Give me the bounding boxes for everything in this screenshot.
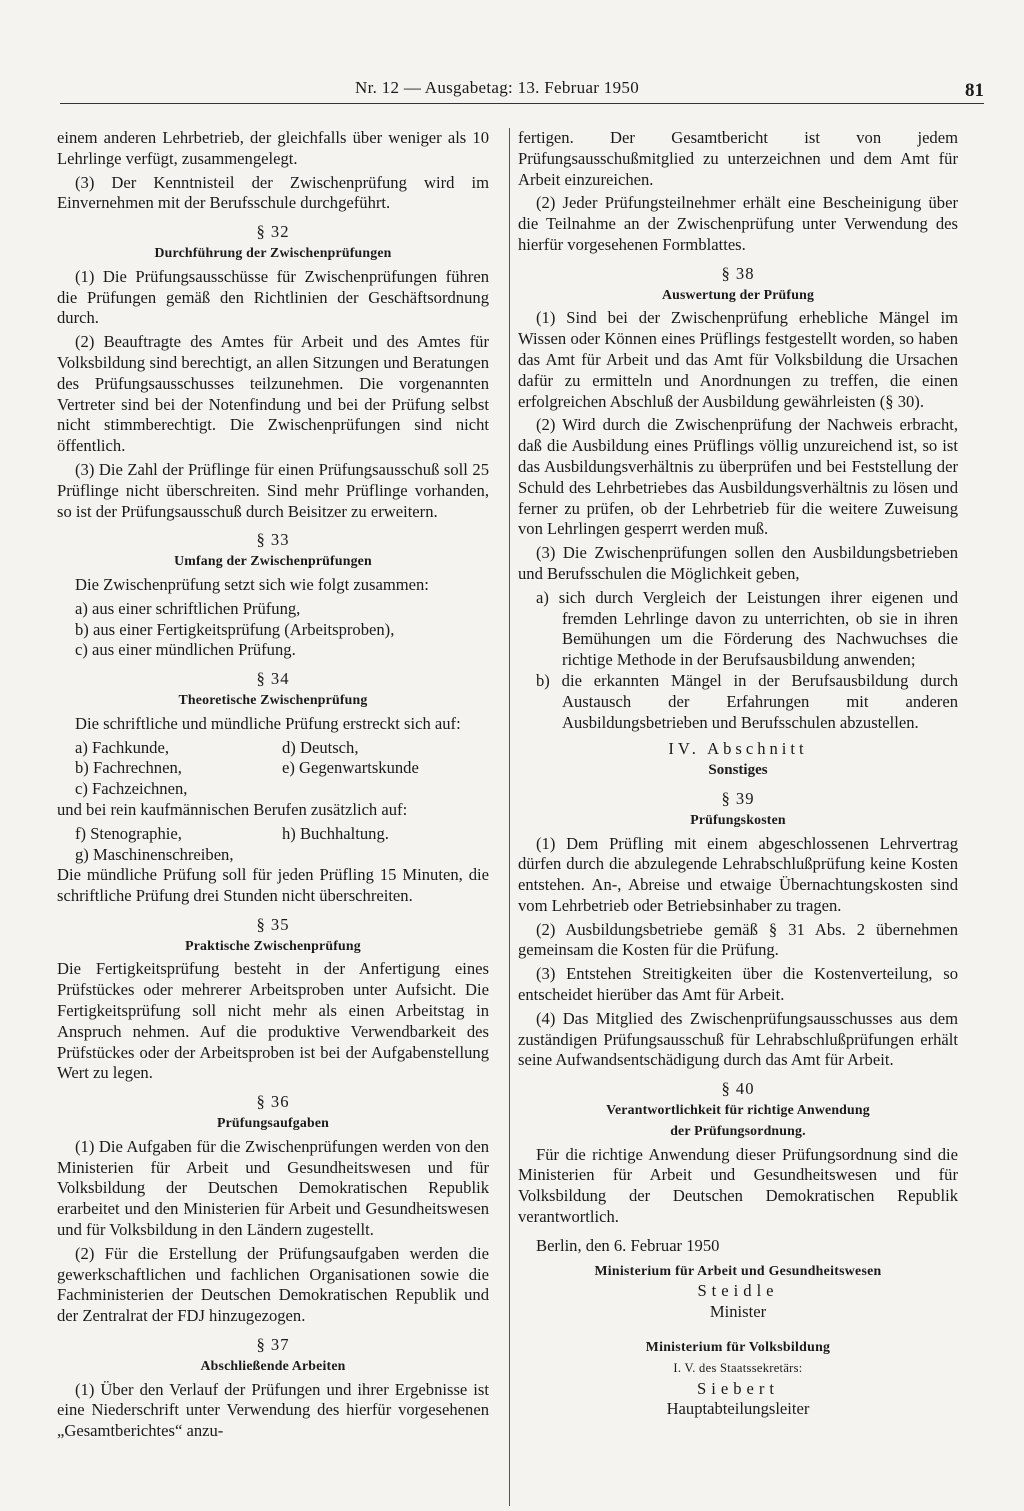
section-number: § 39 bbox=[721, 788, 755, 808]
page-header bbox=[60, 78, 984, 106]
section-title: Theoretische Zwischenprüfung bbox=[178, 691, 368, 707]
section-number: § 40 bbox=[721, 1079, 755, 1099]
paragraph: (2) Für die Erstellung der Prüfungsaufgaben werden die gewerkschaftlichen und fachlichen Organisationen sowie die Fachministerien der Deutschen Demokratischen Republik und der Zentralrat der FDJ hinzugezogen. bbox=[57, 1243, 489, 1326]
list bbox=[57, 599, 489, 661]
paragraph: (1) Sind bei der Zwischenprüfung erhebliche Mängel im Wissen oder Können eines Prüflings festgestellt worden, so haben das Amt für Arbeit und das Amt für Volksbildung die Ursachen dafür zu ermitteln und Anordnungen zu treffen, die einen erfolgreichen Abschluß der Ausbildung gewährleisten (§ 30). bbox=[518, 308, 958, 411]
paragraph: (2) Wird durch die Zwischenprüfung der Nachweis erbracht, daß die Ausbildung eines Prüflings völlig unzureichend ist, so ist das Ausbildungsverhältnis zu überprüfen und bei Feststellung der Schuld des Lehrbetriebes das Ausbildungsverhältnis zu lösen und ferner zu prüfen, ob der Lehrbetrieb für die weitere Zuweisung von Lehrlingen gesperrt werden muß. bbox=[518, 415, 958, 539]
paragraph: (3) Die Zahl der Prüflinge für einen Prüfungsausschuß soll 25 Prüflinge nicht überschreiten. Sind mehr Prüflinge vorhanden, so ist der Prüfungsausschuß durch Beisitzer zu erweitern. bbox=[57, 459, 489, 521]
signature-date: Berlin, den 6. Februar 1950 bbox=[536, 1235, 720, 1255]
signatory-name: Siebert bbox=[696, 1378, 779, 1398]
paragraph: (1) Die Prüfungsausschüsse für Zwischenprüfungen führen die Prüfungen gemäß den Richtlinien der Geschäftsordnung durch. bbox=[57, 266, 489, 328]
list-item: b) aus einer Fertigkeitsprüfung (Arbeitsproben), bbox=[75, 619, 395, 639]
left-column bbox=[57, 128, 489, 1445]
list-item: c) aus einer mündlichen Prüfung. bbox=[75, 640, 296, 660]
paragraph: Die Zwischenprüfung setzt sich wie folgt zusammen: bbox=[75, 574, 429, 594]
paragraph: (4) Das Mitglied des Zwischenprüfungsausschusses aus dem zuständigen Prüfungsausschuß für Lehrabschlußprüfungen erhält seine Aufwandsentschädigung durch das Amt für Arbeit. bbox=[518, 1008, 958, 1070]
section-title-continued: der Prüfungsordnung. bbox=[670, 1122, 806, 1138]
paragraph: Die mündliche Prüfung soll für jeden Prüfling 15 Minuten, die schriftliche Prüfung drei Stunden nicht überschreiten. bbox=[57, 865, 489, 906]
section-title: Durchführung der Zwischenprüfungen bbox=[154, 244, 392, 260]
list-item: b) die erkannten Mängel in der Berufsausbildung durch Austausch der Erfahrungen mit anderen Ausbildungsbetrieben und Berufsschulen abzustellen. bbox=[536, 670, 958, 732]
signatory-role: Minister bbox=[709, 1302, 767, 1322]
paragraph: (1) Dem Prüfling mit einem abgeschlossenen Lehrvertrag dürfen durch die abzulegende Lehrabschlußprüfung keine Kosten entstehen. An-, Abreise und etwaige Übernachtungskosten sind vom Lehrbetrieb oder Betriebsinhaber zu tragen. bbox=[518, 833, 958, 915]
subject-list bbox=[57, 738, 489, 800]
section-number: § 32 bbox=[256, 222, 290, 242]
header-rule bbox=[60, 103, 984, 104]
ministry-name: Ministerium für Arbeit und Gesundheitswesen bbox=[594, 1262, 882, 1278]
paragraph: (3) Die Zwischenprüfungen sollen den Ausbildungsbetrieben und Berufsschulen die Möglichkeit geben, bbox=[518, 543, 958, 583]
paragraph: Für die richtige Anwendung dieser Prüfungsordnung sind die Ministerien für Arbeit und Gesundheitswesen und für Volksbildung der Deutschen Demokratischen Republik verantwortlich. bbox=[518, 1144, 958, 1227]
issue-line: Nr. 12 — Ausgabetag: 13. Februar 1950 bbox=[355, 78, 640, 97]
ministry-name: Ministerium für Volksbildung bbox=[645, 1339, 831, 1355]
list-item: a) aus einer schriftlichen Prüfung, bbox=[75, 598, 301, 618]
section-title: Praktische Zwischenprüfung bbox=[185, 937, 361, 953]
section-title: Prüfungsaufgaben bbox=[216, 1115, 330, 1131]
list-item: f) Stenographie, bbox=[75, 823, 182, 843]
section-title: Umfang der Zwischenprüfungen bbox=[174, 553, 372, 569]
list-item: b) Fachrechnen, bbox=[75, 758, 182, 778]
signatory-name: Steidle bbox=[697, 1281, 779, 1301]
list-item: d) Deutsch, bbox=[282, 737, 359, 757]
section-title: Prüfungskosten bbox=[690, 811, 786, 827]
deputy-note: I. V. des Staatssekretärs: bbox=[673, 1360, 803, 1375]
section-number: § 35 bbox=[256, 914, 290, 934]
section-number: § 38 bbox=[721, 263, 755, 283]
list-item: c) Fachzeichnen, bbox=[75, 779, 188, 799]
paragraph: (2) Jeder Prüfungsteilnehmer erhält eine Bescheinigung über die Teilnahme an der Zwischenprüfung unter Verwendung des hierfür vorgesehenen Formblattes. bbox=[518, 193, 958, 254]
paragraph: Die schriftliche und mündliche Prüfung erstreckt sich auf: bbox=[75, 713, 461, 733]
paragraph: Die Fertigkeitsprüfung besteht in der Anfertigung eines Prüfstückes oder mehrerer Arbeitsproben unter Aufsicht. Die Fertigkeitsprüfung soll nicht mehr als einen Arbeitstag in Anspruch nehmen. Auf die produktive Verwendbarkeit des Prüfstückes oder der Arbeitsproben ist bei der Aufgabenstellung Wert zu legen. bbox=[57, 959, 489, 1083]
right-column bbox=[518, 128, 958, 1420]
section-title: Auswertung der Prüfung bbox=[661, 286, 815, 302]
paragraph: einem anderen Lehrbetrieb, der gleichfalls über weniger als 10 Lehrlinge verfügt, zusammengelegt. bbox=[57, 128, 489, 168]
section-title: Abschließende Arbeiten bbox=[200, 1357, 346, 1373]
section-number: § 36 bbox=[256, 1092, 290, 1112]
column-divider bbox=[509, 128, 510, 1506]
list-item: a) sich durch Vergleich der Leistungen ihrer eigenen und fremden Lehrlinge davon zu unterrichten, ob sie in ihren Bemühungen um die Förderung des Nachwuchses die richtige Methode in der Berufsausbildung anwenden; bbox=[536, 587, 958, 670]
paragraph: (3) Der Kenntnisteil der Zwischenprüfung wird im Einvernehmen mit der Berufsschule durchgeführt. bbox=[57, 172, 489, 213]
section-number: § 33 bbox=[256, 530, 290, 550]
paragraph: fertigen. Der Gesamtbericht ist von jedem Prüfungsausschußmitglied zu unterzeichnen und dem Amt für Arbeit einzureichen. bbox=[518, 128, 958, 189]
chapter-heading: IV. Abschnitt bbox=[668, 739, 808, 759]
paragraph: (2) Ausbildungsbetriebe gemäß § 31 Abs. 2 übernehmen gemeinsam die Kosten für die Prüfung. bbox=[518, 919, 958, 960]
section-number: § 34 bbox=[256, 669, 290, 689]
signatory-role: Hauptabteilungsleiter bbox=[666, 1399, 810, 1419]
paragraph: (1) Die Aufgaben für die Zwischenprüfungen werden von den Ministerien für Arbeit und Gesundheitswesen und für Volksbildung der Deutschen Demokratischen Republik erarbeitet und den Ministerien für Arbeit und Gesundheitswesen und für Volksbildung in den Ländern zugestellt. bbox=[57, 1136, 489, 1240]
page-number: 81 bbox=[965, 80, 984, 101]
section-number: § 37 bbox=[256, 1335, 290, 1355]
paragraph: und bei rein kaufmännischen Berufen zusätzlich auf: bbox=[57, 799, 408, 819]
list-item: e) Gegenwartskunde bbox=[282, 758, 419, 778]
list-item: h) Buchhaltung. bbox=[282, 823, 389, 843]
subject-list bbox=[57, 824, 489, 866]
list-item: a) Fachkunde, bbox=[75, 737, 169, 757]
paragraph: (2) Beauftragte des Amtes für Arbeit und des Amtes für Volksbildung sind berechtigt, an allen Sitzungen und Beratungen des Prüfungsausschusses teilzunehmen. Die vorgenannten Vertreter sind bei der Notenfindung und bei der Prüfung selbst nicht stimmberechtigt. Die Zwischenprüfungen sind nicht öffentlich. bbox=[57, 332, 489, 456]
list-item: g) Maschinenschreiben, bbox=[75, 844, 234, 864]
chapter-title: Sonstiges bbox=[708, 762, 768, 779]
paragraph: (1) Über den Verlauf der Prüfungen und ihrer Ergebnisse ist eine Niederschrift unter Verwendung des hierfür vorgesehenen „Gesamtberichtes“ anzu- bbox=[57, 1379, 489, 1441]
section-title: Verantwortlichkeit für richtige Anwendung bbox=[606, 1102, 870, 1118]
paragraph: (3) Entstehen Streitigkeiten über die Kostenverteilung, so entscheidet hierüber das Amt für Arbeit. bbox=[518, 964, 958, 1005]
